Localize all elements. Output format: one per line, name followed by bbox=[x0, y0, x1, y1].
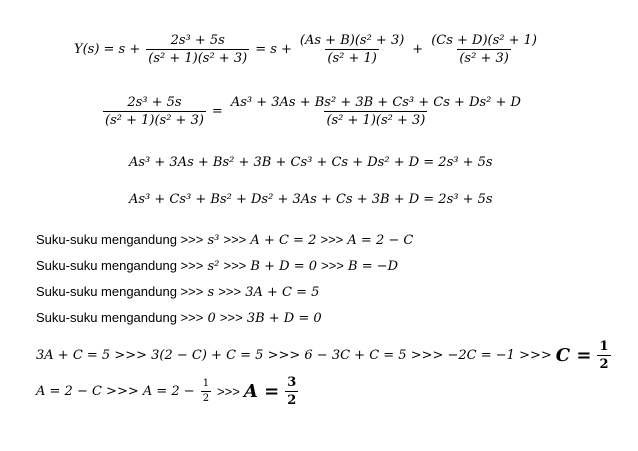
solve-c-fraction bbox=[597, 340, 610, 371]
term-row-power: s² bbox=[207, 259, 220, 274]
solve-c-denominator: 2 bbox=[599, 357, 609, 372]
term-row-sep: >>> bbox=[219, 310, 243, 325]
solve-a-steps: A = 2 − C >>> A = 2 − bbox=[36, 384, 195, 399]
eq1-lhs: Y(s) = s + bbox=[74, 42, 141, 57]
term-row-sep: >>> bbox=[223, 232, 247, 247]
eq1-frac2-numerator: (As + B)(s² + 3) bbox=[299, 33, 405, 48]
eq1-frac1-denominator: (s² + 1)(s² + 3) bbox=[148, 51, 248, 66]
eq1-fraction-1 bbox=[146, 34, 249, 65]
term-row-0 bbox=[36, 311, 322, 325]
term-row-equation: 3B + D = 0 bbox=[246, 311, 322, 326]
equation-1 bbox=[74, 34, 541, 65]
solve-a-small-fraction bbox=[201, 379, 211, 404]
term-row-sep2: >>> bbox=[321, 258, 344, 273]
eq1-frac1-numerator: 2s³ + 5s bbox=[170, 33, 225, 48]
eq2-equals: = bbox=[211, 104, 223, 119]
solve-a bbox=[36, 376, 300, 407]
term-row-result: B = −D bbox=[348, 259, 399, 274]
eq1-mid: = s + bbox=[255, 42, 292, 57]
eq1-frac2-denominator: (s² + 1) bbox=[327, 51, 377, 66]
term-row-result: A = 2 − C bbox=[347, 233, 414, 248]
eq2-left-numerator: 2s³ + 5s bbox=[127, 95, 182, 110]
term-row-s3 bbox=[36, 233, 413, 247]
solve-a-numerator: 3 bbox=[287, 375, 297, 390]
solve-a-var: A = bbox=[243, 380, 280, 402]
term-row-power: s bbox=[207, 285, 215, 300]
term-row-label: Suku-suku mengandung >>> bbox=[36, 232, 204, 247]
term-row-equation: 3A + C = 5 bbox=[245, 285, 320, 300]
solve-c-numerator: 1 bbox=[599, 339, 609, 354]
solve-a-arrow: >>> bbox=[217, 384, 240, 399]
eq1-fraction-2 bbox=[298, 34, 406, 65]
solve-c-var: C = bbox=[555, 344, 592, 366]
term-row-power: 0 bbox=[207, 311, 216, 326]
eq1-frac3-numerator: (Cs + D)(s² + 1) bbox=[431, 33, 537, 48]
term-row-s bbox=[36, 285, 319, 299]
eq1-plus: + bbox=[412, 42, 424, 57]
term-row-sep: >>> bbox=[218, 284, 242, 299]
solve-a-small-numerator: 1 bbox=[202, 378, 210, 389]
term-row-label: Suku-suku mengandung >>> bbox=[36, 258, 204, 273]
equation-3: As³ + 3As + Bs² + 3B + Cs³ + Cs + Ds² + D = 2s³ + 5s bbox=[129, 155, 493, 170]
eq2-right-denominator: (s² + 1)(s² + 3) bbox=[326, 113, 426, 128]
solve-c-steps: 3A + C = 5 >>> 3(2 − C) + C = 5 >>> 6 − 3C + C = 5 >>> −2C = −1 >>> bbox=[36, 348, 552, 363]
solve-a-small-denominator: 2 bbox=[202, 393, 210, 404]
eq2-right-numerator: As³ + 3As + Bs² + 3B + Cs³ + Cs + Ds² + D bbox=[230, 95, 521, 110]
solve-a-fraction bbox=[285, 376, 298, 407]
term-row-power: s³ bbox=[207, 233, 220, 248]
eq2-fraction-left bbox=[103, 96, 206, 127]
term-row-label: Suku-suku mengandung >>> bbox=[36, 310, 204, 325]
term-row-equation: B + D = 0 bbox=[250, 259, 317, 274]
eq2-fraction-right bbox=[229, 96, 523, 127]
eq1-frac3-denominator: (s² + 3) bbox=[459, 51, 509, 66]
term-row-sep: >>> bbox=[223, 258, 247, 273]
equation-4: As³ + Cs³ + Bs² + Ds² + 3As + Cs + 3B + D = 2s³ + 5s bbox=[129, 192, 493, 207]
term-row-sep2: >>> bbox=[320, 232, 344, 247]
solve-a-denominator: 2 bbox=[287, 393, 297, 408]
term-row-equation: A + C = 2 bbox=[250, 233, 317, 248]
term-row-label: Suku-suku mengandung >>> bbox=[36, 284, 204, 299]
solve-c bbox=[36, 340, 613, 371]
equation-2 bbox=[101, 96, 525, 127]
term-row-s2 bbox=[36, 259, 398, 273]
eq1-fraction-3 bbox=[429, 34, 539, 65]
eq2-left-denominator: (s² + 1)(s² + 3) bbox=[105, 113, 204, 128]
